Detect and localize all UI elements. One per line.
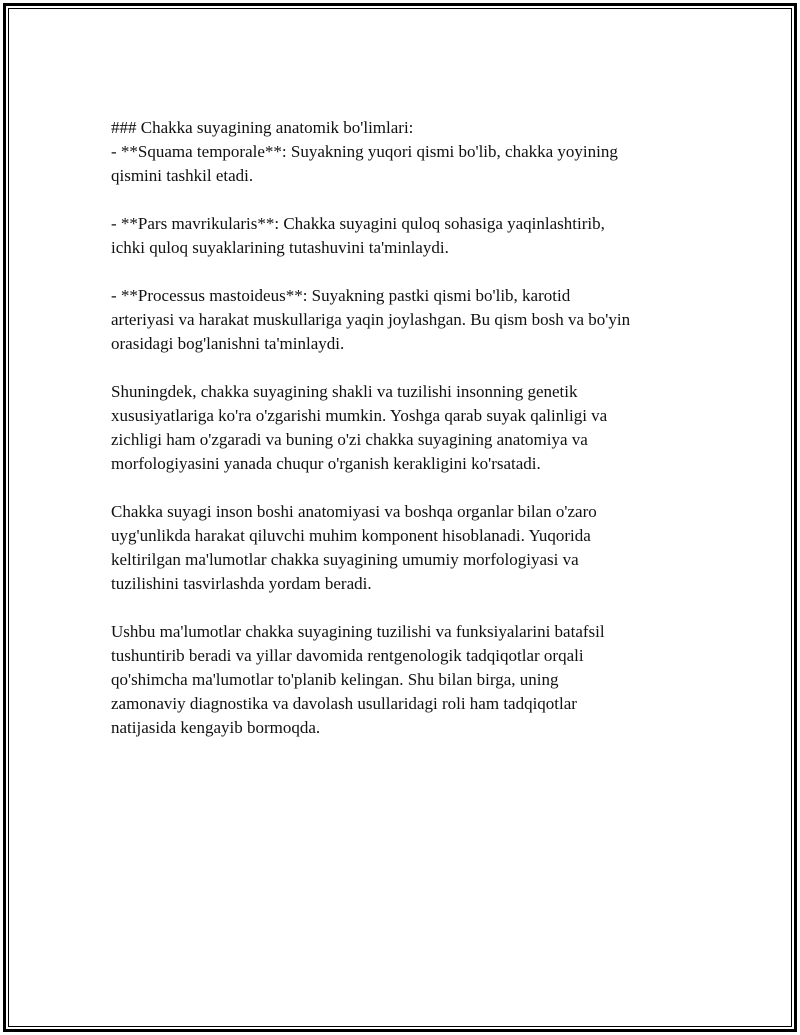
paragraph-squama bbox=[111, 140, 691, 188]
text-line: Chakka suyagi inson boshi anatomiyasi va boshqa organlar bilan o'zaro bbox=[111, 502, 597, 521]
text-line: Ushbu ma'lumotlar chakka suyagining tuzilishi va funksiyalarini batafsil bbox=[111, 622, 605, 641]
text-line: morfologiyasini yanada chuqur o'rganish kerakligini ko'rsatadi. bbox=[111, 454, 541, 473]
text-line: - **Squama temporale**: Suyakning yuqori qismi bo'lib, chakka yoyining bbox=[111, 142, 618, 161]
text-line: zamonaviy diagnostika va davolash usullaridagi roli ham tadqiqotlar bbox=[111, 694, 577, 713]
paragraph-processus bbox=[111, 284, 691, 356]
text-line: uyg'unlikda harakat qiluvchi muhim komponent hisoblanadi. Yuqorida bbox=[111, 526, 591, 545]
text-line: xususiyatlariga ko'ra o'zgarishi mumkin. Yoshga qarab suyak qalinligi va bbox=[111, 406, 608, 425]
paragraph-research bbox=[111, 620, 691, 740]
text-line: natijasida kengayib bormoqda. bbox=[111, 718, 321, 737]
text-line: orasidagi bog'lanishni ta'minlaydi. bbox=[111, 334, 345, 353]
text-line: keltirilgan ma'lumotlar chakka suyagining umumiy morfologiyasi va bbox=[111, 550, 579, 569]
paragraph-genetics bbox=[111, 380, 691, 476]
section-heading: ### Chakka suyagining anatomik bo'limlari: bbox=[111, 118, 414, 137]
paragraph-pars bbox=[111, 212, 691, 260]
text-line: qo'shimcha ma'lumotlar to'planib kelingan. Shu bilan birga, uning bbox=[111, 670, 559, 689]
text-line: zichligi ham o'zgaradi va buning o'zi chakka suyagining anatomiya va bbox=[111, 430, 588, 449]
text-line: - **Pars mavrikularis**: Chakka suyagini quloq sohasiga yaqinlashtirib, bbox=[111, 214, 605, 233]
text-line: tuzilishini tasvirlashda yordam beradi. bbox=[111, 574, 372, 593]
document-body bbox=[111, 116, 691, 764]
text-line: qismini tashkil etadi. bbox=[111, 166, 254, 185]
text-line: Shuningdek, chakka suyagining shakli va tuzilishi insonning genetik bbox=[111, 382, 578, 401]
text-line: - **Processus mastoideus**: Suyakning pastki qismi bo'lib, karotid bbox=[111, 286, 571, 305]
paragraph-anatomy bbox=[111, 500, 691, 596]
text-line: arteriyasi va harakat muskullariga yaqin joylashgan. Bu qism bosh va bo'yin bbox=[111, 310, 631, 329]
text-line: ichki quloq suyaklarining tutashuvini ta'minlaydi. bbox=[111, 238, 449, 257]
text-line: tushuntirib beradi va yillar davomida rentgenologik tadqiqotlar orqali bbox=[111, 646, 584, 665]
